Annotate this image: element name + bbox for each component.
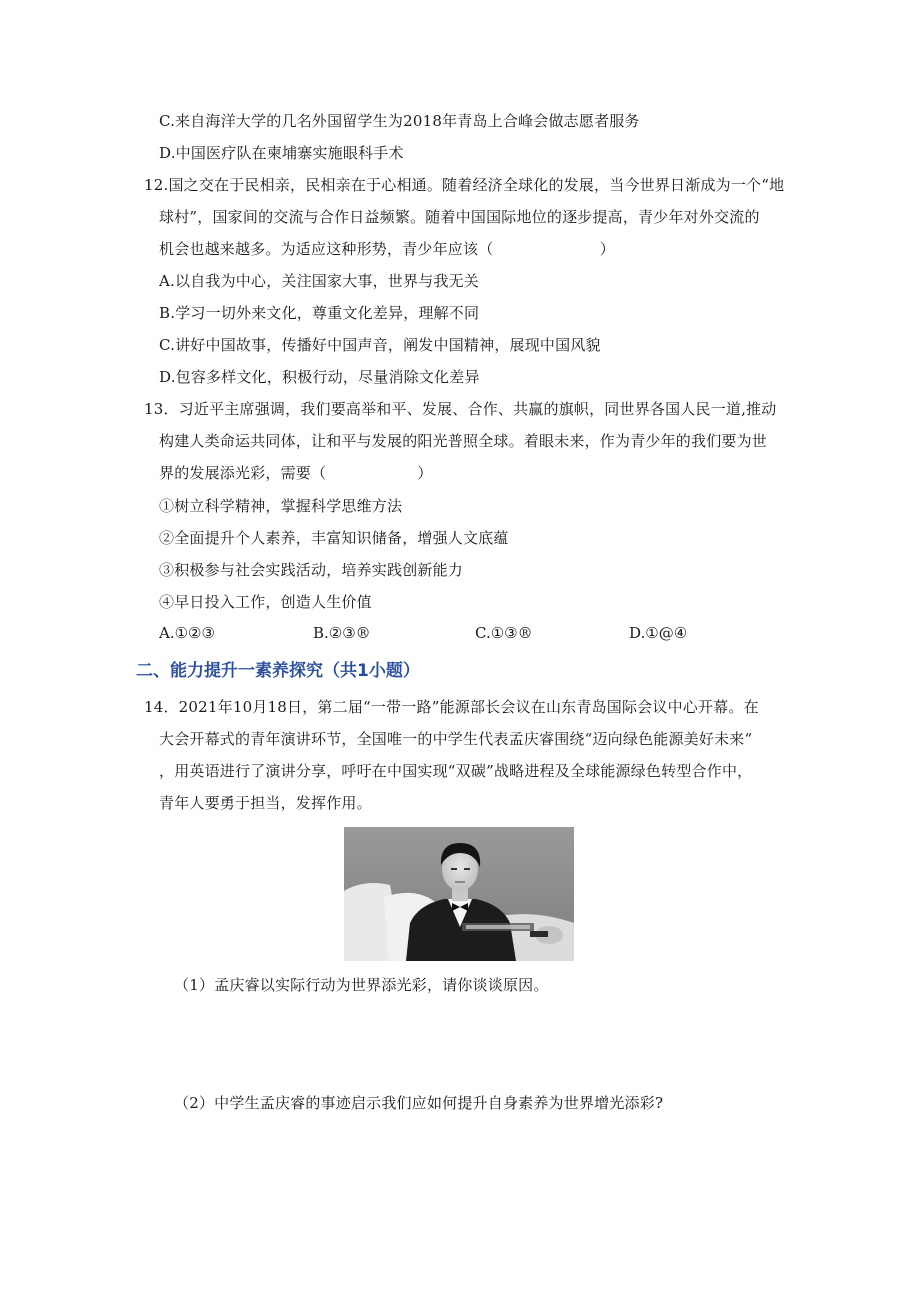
- q12-stem-line: 机会也越来越多。为适应这种形势，青少年应该（ ）: [159, 240, 616, 258]
- section-heading: 二、能力提升一素养探究（共1小题）: [136, 661, 420, 681]
- q13-stem-line: 界的发展添光彩，需要（ ）: [159, 464, 433, 482]
- speaker-photo-illustration: [344, 827, 574, 961]
- q14-subquestion-2: （2）中学生孟庆睿的事迹启示我们应如何提升自身素养为世界增光添彩?: [174, 1094, 664, 1112]
- q14-stem-line: ，用英语进行了演讲分享，呼吁在中国实现“双碳”战略进程及全球能源绿色转型合作中，: [159, 762, 753, 780]
- q13-stem-line: 构建人类命运共同体，让和平与发展的阳光普照全球。着眼未来，作为青少年的我们要为世: [159, 432, 768, 450]
- q13-stem-line: 13．习近平主席强调，我们要高举和平、发展、合作、共赢的旗帜，同世界各国人民一道,推动: [144, 400, 777, 418]
- q13-statement: ③积极参与社会实践活动，培养实践创新能力: [159, 561, 464, 579]
- q11-option-d: D.中国医疗队在柬埔寨实施眼科手术: [159, 144, 404, 162]
- q12-option-c: C.讲好中国故事，传播好中国声音，阐发中国精神，展现中国风貌: [159, 336, 601, 354]
- q11-option-c: C.来自海洋大学的几名外国留学生为2018年青岛上合峰会做志愿者服务: [159, 112, 640, 130]
- q12-option-a: A.以自我为中心，关注国家大事，世界与我无关: [159, 272, 480, 290]
- q13-statement: ④早日投入工作，创造人生价值: [159, 593, 372, 611]
- q13-choice-b: B.②③®: [313, 624, 371, 642]
- q13-choice-d: D.①@④: [629, 624, 688, 642]
- q14-subquestion-1: （1）孟庆睿以实际行动为世界添光彩，请你谈谈原因。: [174, 976, 549, 994]
- q12-stem-line: 12.国之交在于民相亲，民相亲在于心相通。随着经济全球化的发展，当今世界日渐成为一个“地: [144, 176, 785, 194]
- q14-stem-line: 14．2021年10月18日，第二届“一带一路”能源部长会议在山东青岛国际会议中心开幕。在: [144, 698, 759, 716]
- q12-option-b: B.学习一切外来文化，尊重文化差异，理解不同: [159, 304, 480, 322]
- q12-option-d: D.包容多样文化，积极行动，尽量消除文化差异: [159, 368, 480, 386]
- q12-stem-line: 球村”，国家间的交流与合作日益频繁。随着中国国际地位的逐步提高，青少年对外交流的: [159, 208, 760, 226]
- q14-stem-line: 青年人要勇于担当，发挥作用。: [159, 794, 372, 812]
- q13-choice-a: A.①②③: [159, 624, 215, 642]
- q13-choice-c: C.①③®: [475, 624, 533, 642]
- q14-stem-line: 大会开幕式的青年演讲环节，全国唯一的中学生代表孟庆睿围绕“迈向绿色能源美好未来“: [159, 730, 753, 748]
- q13-statement: ①树立科学精神，掌握科学思维方法: [159, 497, 403, 515]
- q13-statement: ②全面提升个人素养，丰富知识储备，增强人文底蕴: [159, 529, 509, 547]
- speaker-photo: [344, 827, 574, 961]
